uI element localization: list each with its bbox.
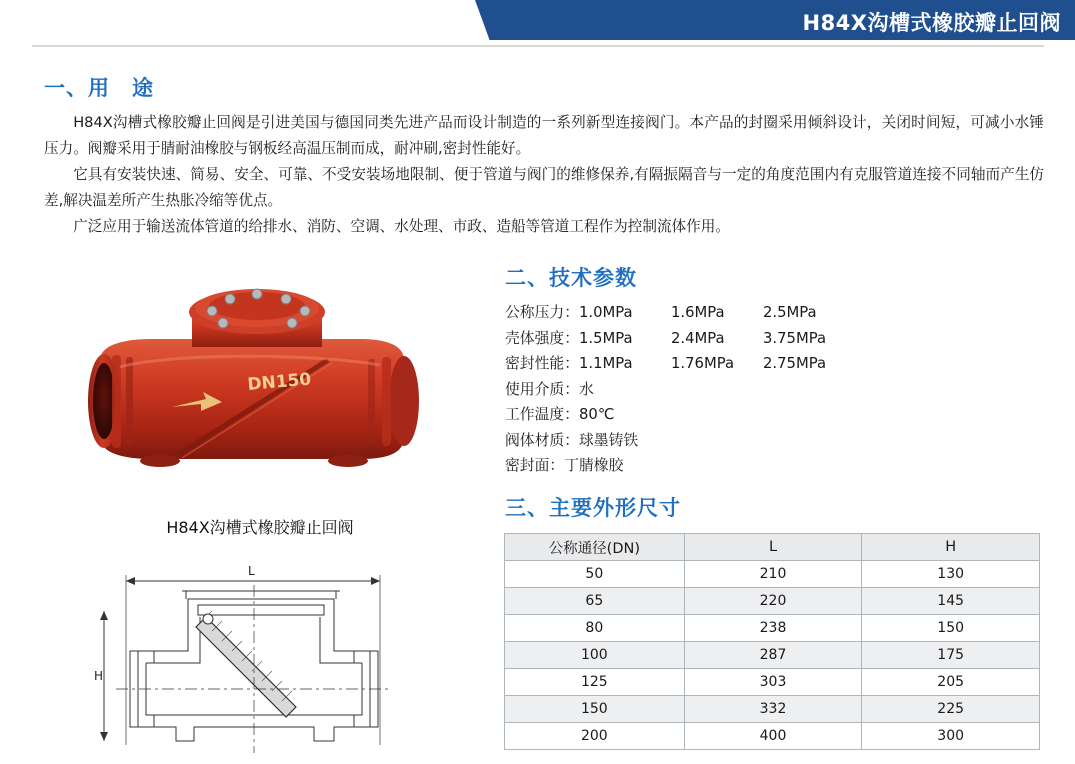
cell-l: 220 — [684, 588, 862, 615]
cell-h: 150 — [862, 615, 1040, 642]
param-label: 阀体材质： — [505, 431, 579, 449]
section-heading-dimensions: 三、主要外形尺寸 — [505, 496, 681, 520]
param-row-nominal-pressure — [505, 300, 975, 326]
cell-l: 332 — [684, 696, 862, 723]
dimensions-table — [504, 533, 1040, 750]
product-photo — [60, 255, 460, 505]
param-value-1: 丁腈橡胶 — [564, 457, 624, 474]
dimension-label-h: H — [94, 669, 104, 683]
param-value-1: 1.5MPa — [579, 329, 633, 347]
table-row — [505, 669, 1040, 696]
param-row-sealing-face — [505, 453, 975, 479]
section-heading-tech-params: 二、技术参数 — [505, 266, 637, 290]
header-band-notch — [415, 0, 490, 40]
dimension-drawing — [90, 555, 460, 760]
cell-dn: 100 — [505, 642, 685, 669]
param-value-3: 2.5MPa — [763, 304, 817, 321]
table-row — [505, 723, 1040, 750]
usage-paragraph-3: 广泛应用于输送流体管道的给排水、消防、空调、水处理、市政、造船等管道工程作为控制流体作用。 — [73, 218, 730, 235]
cell-dn: 65 — [505, 588, 685, 615]
usage-paragraph-1: H84X沟槽式橡胶瓣止回阀是引进美国与德国同类先进产品而设计制造的一系列新型连接阀门。本产品的封圈采用倾斜设计，关闭时间短，可减小水锤压力。阀瓣采用于腈耐油橡胶与钢板经高温压制而成，耐冲刷,密封性能好。 — [44, 114, 1044, 157]
section-heading-usage: 一、用 途 — [44, 76, 154, 100]
table-row — [505, 561, 1040, 588]
cell-dn: 80 — [505, 615, 685, 642]
param-row-body-material — [505, 428, 975, 454]
cell-l: 287 — [684, 642, 862, 669]
param-value-1: 80℃ — [579, 406, 615, 423]
tech-params-list — [505, 300, 975, 479]
param-value-1: 水 — [579, 380, 594, 398]
param-row-medium — [505, 377, 975, 403]
param-label: 使用介质： — [505, 380, 579, 398]
param-row-temperature — [505, 402, 975, 428]
cell-h: 175 — [862, 642, 1040, 669]
table-row — [505, 642, 1040, 669]
param-value-1: 1.0MPa — [579, 304, 633, 321]
cell-dn: 200 — [505, 723, 685, 750]
photo-caption: H84X沟槽式橡胶瓣止回阀 — [166, 518, 354, 537]
usage-text-block — [44, 110, 1044, 240]
valve-body-label: DN150 — [246, 369, 313, 395]
param-value-2: 1.76MPa — [671, 355, 735, 372]
cell-l: 400 — [684, 723, 862, 750]
valve-illustration — [60, 255, 460, 505]
table-header-dn: 公称通径(DN) — [505, 534, 685, 561]
param-label: 密封面： — [505, 457, 565, 474]
table-row — [505, 615, 1040, 642]
table-header-h: H — [862, 534, 1040, 561]
dimension-label-l: L — [248, 564, 255, 578]
page-header — [0, 0, 1075, 40]
cell-h: 300 — [862, 723, 1040, 750]
cell-h: 130 — [862, 561, 1040, 588]
param-value-2: 1.6MPa — [671, 304, 725, 321]
table-header-row — [505, 534, 1040, 561]
cell-l: 210 — [684, 561, 862, 588]
param-value-1: 1.1MPa — [579, 355, 633, 372]
cell-dn: 150 — [505, 696, 685, 723]
param-value-1: 球墨铸铁 — [579, 431, 639, 449]
param-label: 密封性能： — [505, 355, 579, 372]
usage-paragraph-2: 它具有安装快速、简易、安全、可靠、不受安装场地限制、便于管道与阀门的维修保养,有隔振隔音与一定的角度范围内有克服管道连接不同轴而产生仿差,解决温差所产生热胀冷缩等优点。 — [44, 166, 1044, 209]
param-label: 公称压力： — [505, 304, 579, 321]
cell-l: 238 — [684, 615, 862, 642]
param-value-3: 2.75MPa — [763, 355, 827, 372]
cell-h: 205 — [862, 669, 1040, 696]
cell-dn: 125 — [505, 669, 685, 696]
cell-h: 145 — [862, 588, 1040, 615]
cell-h: 225 — [862, 696, 1040, 723]
param-label: 工作温度： — [505, 406, 579, 423]
param-value-3: 3.75MPa — [763, 329, 827, 347]
param-value-2: 2.4MPa — [671, 329, 725, 347]
param-row-sealing-performance — [505, 351, 975, 377]
table-row — [505, 696, 1040, 723]
table-row — [505, 588, 1040, 615]
drawing-svg — [90, 555, 460, 760]
param-row-shell-strength — [505, 326, 975, 352]
cell-dn: 50 — [505, 561, 685, 588]
param-label: 壳体强度： — [505, 329, 579, 347]
table-header-l: L — [684, 534, 862, 561]
header-divider — [32, 45, 1044, 47]
page-title: H84X沟槽式橡胶瓣止回阀 — [802, 11, 1061, 35]
cell-l: 303 — [684, 669, 862, 696]
